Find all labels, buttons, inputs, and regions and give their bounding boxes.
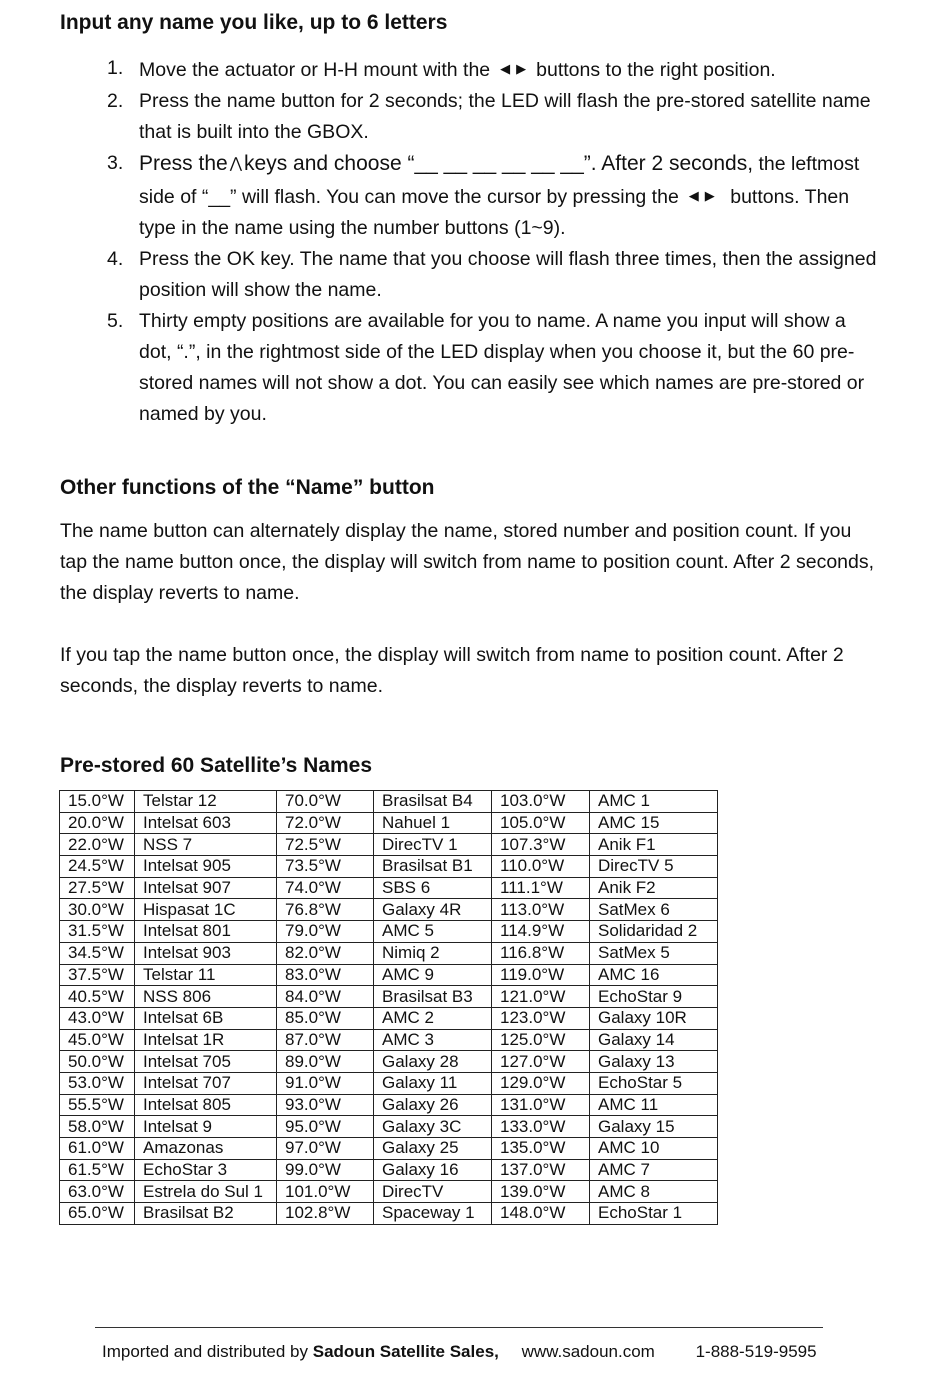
footer-prefix: Imported and distributed by [102,1342,309,1361]
orbital-position-cell: 123.0°W [492,1007,590,1029]
satellite-name-cell: EchoStar 3 [135,1159,277,1181]
table-row [60,1094,718,1116]
orbital-position-cell: 65.0°W [60,1203,135,1225]
step-number: 4. [107,248,124,270]
table-row [60,877,718,899]
satellite-name-cell: Galaxy 28 [374,1051,492,1073]
step-text: buttons. Then type in the name using the number buttons (1~9). [139,186,850,239]
step-item [60,306,880,430]
satellite-name-cell: AMC 2 [374,1007,492,1029]
orbital-position-cell: 15.0°W [60,791,135,813]
step-text: Move the actuator or H-H mount with the [139,59,491,81]
orbital-position-cell: 55.5°W [60,1094,135,1116]
orbital-position-cell: 73.5°W [277,856,374,878]
satellite-name-cell: DirecTV [374,1181,492,1203]
table-row [60,1203,718,1225]
section-title-input-name: Input any name you like, up to 6 letters [60,11,448,34]
orbital-position-cell: 34.5°W [60,942,135,964]
step-text: buttons to the right position. [536,59,776,81]
orbital-position-cell: 24.5°W [60,856,135,878]
satellite-name-cell: Galaxy 11 [374,1072,492,1094]
orbital-position-cell: 113.0°W [492,899,590,921]
orbital-position-cell: 22.0°W [60,834,135,856]
satellite-name-cell: Telstar 11 [135,964,277,986]
orbital-position-cell: 40.5°W [60,986,135,1008]
satellite-name-cell: Galaxy 15 [590,1116,718,1138]
satellite-name-cell: Nahuel 1 [374,812,492,834]
section-title-name-button: Other functions of the “Name” button [60,476,435,499]
satellite-name-cell: Solidaridad 2 [590,921,718,943]
table-row [60,899,718,921]
orbital-position-cell: 50.0°W [60,1051,135,1073]
orbital-position-cell: 131.0°W [492,1094,590,1116]
satellite-name-cell: Anik F2 [590,877,718,899]
satellite-name-cell: EchoStar 9 [590,986,718,1008]
satellite-name-cell: Galaxy 4R [374,899,492,921]
table-row [60,1072,718,1094]
satellite-name-cell: Telstar 12 [135,791,277,813]
footer-website: www.sadoun.com [521,1342,655,1361]
satellite-name-cell: AMC 3 [374,1029,492,1051]
satellite-name-cell: EchoStar 5 [590,1072,718,1094]
instruction-steps [60,53,880,430]
orbital-position-cell: 82.0°W [277,942,374,964]
satellite-name-cell: Intelsat 9 [135,1116,277,1138]
satellite-table-body [60,791,718,1225]
table-row [60,1051,718,1073]
orbital-position-cell: 43.0°W [60,1007,135,1029]
satellite-name-cell: Brasilsat B1 [374,856,492,878]
satellite-name-cell: DirecTV 1 [374,834,492,856]
orbital-position-cell: 121.0°W [492,986,590,1008]
satellite-name-cell: Hispasat 1C [135,899,277,921]
orbital-position-cell: 53.0°W [60,1072,135,1094]
satellite-table [59,790,718,1225]
orbital-position-cell: 30.0°W [60,899,135,921]
orbital-position-cell: 119.0°W [492,964,590,986]
table-row [60,986,718,1008]
satellite-name-cell: Brasilsat B2 [135,1203,277,1225]
section-title-satellite-names: Pre-stored 60 Satellite’s Names [60,754,373,777]
step-text: keys and choose “__ __ __ __ __ __”. After 2 seconds, [244,152,754,175]
step-text: Press the OK key. The name that you choose will flash three times, then the assigned position will show the name. [139,248,877,301]
orbital-position-cell: 84.0°W [277,986,374,1008]
left-right-arrow-icon: ◀▶ [688,188,721,203]
orbital-position-cell: 103.0°W [492,791,590,813]
orbital-position-cell: 116.8°W [492,942,590,964]
up-caret-icon: ⋀ [229,155,243,172]
step-item [60,244,880,306]
satellite-name-cell: AMC 5 [374,921,492,943]
orbital-position-cell: 135.0°W [492,1138,590,1160]
satellite-name-cell: Intelsat 603 [135,812,277,834]
orbital-position-cell: 70.0°W [277,791,374,813]
satellite-name-cell: Nimiq 2 [374,942,492,964]
satellite-name-cell: DirecTV 5 [590,856,718,878]
satellite-name-cell: SatMex 6 [590,899,718,921]
satellite-name-cell: Amazonas [135,1138,277,1160]
table-row [60,812,718,834]
orbital-position-cell: 114.9°W [492,921,590,943]
satellite-name-cell: SBS 6 [374,877,492,899]
footer [102,1342,817,1362]
orbital-position-cell: 95.0°W [277,1116,374,1138]
footer-company: Sadoun Satellite Sales, [312,1342,499,1361]
satellite-name-cell: AMC 7 [590,1159,718,1181]
satellite-name-cell: SatMex 5 [590,942,718,964]
orbital-position-cell: 45.0°W [60,1029,135,1051]
step-number: 5. [107,310,124,332]
orbital-position-cell: 133.0°W [492,1116,590,1138]
satellite-name-cell: Intelsat 1R [135,1029,277,1051]
satellite-name-cell: Intelsat 903 [135,942,277,964]
orbital-position-cell: 91.0°W [277,1072,374,1094]
footer-phone: 1-888-519-9595 [695,1342,817,1361]
satellite-name-cell: AMC 10 [590,1138,718,1160]
satellite-name-cell: AMC 16 [590,964,718,986]
orbital-position-cell: 27.5°W [60,877,135,899]
orbital-position-cell: 76.8°W [277,899,374,921]
orbital-position-cell: 111.1°W [492,877,590,899]
satellite-name-cell: Spaceway 1 [374,1203,492,1225]
table-row [60,921,718,943]
table-row [60,1159,718,1181]
orbital-position-cell: 148.0°W [492,1203,590,1225]
orbital-position-cell: 85.0°W [277,1007,374,1029]
satellite-name-cell: Estrela do Sul 1 [135,1181,277,1203]
table-row [60,856,718,878]
table-row [60,791,718,813]
table-row [60,1029,718,1051]
orbital-position-cell: 101.0°W [277,1181,374,1203]
satellite-name-cell: AMC 9 [374,964,492,986]
satellite-name-cell: Galaxy 16 [374,1159,492,1181]
satellite-name-cell: NSS 806 [135,986,277,1008]
orbital-position-cell: 102.8°W [277,1203,374,1225]
table-row [60,1116,718,1138]
satellite-name-cell: Anik F1 [590,834,718,856]
satellite-name-cell: Galaxy 26 [374,1094,492,1116]
orbital-position-cell: 61.0°W [60,1138,135,1160]
orbital-position-cell: 72.0°W [277,812,374,834]
satellite-name-cell: Intelsat 801 [135,921,277,943]
step-text: Press the [139,152,228,175]
satellite-name-cell: AMC 15 [590,812,718,834]
orbital-position-cell: 31.5°W [60,921,135,943]
satellite-name-cell: AMC 1 [590,791,718,813]
orbital-position-cell: 83.0°W [277,964,374,986]
satellite-name-cell: AMC 8 [590,1181,718,1203]
satellite-name-cell: Galaxy 25 [374,1138,492,1160]
satellite-name-cell: NSS 7 [135,834,277,856]
step-text: the leftmost side of “__” will flash. You can move the cursor by pressing the [139,153,860,208]
satellite-name-cell: Intelsat 905 [135,856,277,878]
orbital-position-cell: 72.5°W [277,834,374,856]
step-item [60,148,880,244]
orbital-position-cell: 61.5°W [60,1159,135,1181]
orbital-position-cell: 105.0°W [492,812,590,834]
footer-divider [95,1327,823,1328]
satellite-name-cell: Brasilsat B3 [374,986,492,1008]
step-number: 3. [107,152,124,174]
step-number: 1. [107,57,124,79]
table-row [60,1181,718,1203]
satellite-name-cell: Intelsat 805 [135,1094,277,1116]
orbital-position-cell: 58.0°W [60,1116,135,1138]
paragraph: The name button can alternately display the name, stored number and position count. If you tap the name button once, the display will switch from name to position count. After 2 seconds, the display reverts to name. [60,520,875,604]
table-row [60,1138,718,1160]
step-item [60,86,880,148]
orbital-position-cell: 110.0°W [492,856,590,878]
satellite-name-cell: Galaxy 13 [590,1051,718,1073]
orbital-position-cell: 99.0°W [277,1159,374,1181]
orbital-position-cell: 137.0°W [492,1159,590,1181]
table-row [60,942,718,964]
step-text: Press the name button for 2 seconds; the LED will flash the pre-stored satellite name that is built into the GBOX. [139,90,871,143]
orbital-position-cell: 127.0°W [492,1051,590,1073]
orbital-position-cell: 63.0°W [60,1181,135,1203]
satellite-name-cell: AMC 11 [590,1094,718,1116]
satellite-name-cell: Galaxy 3C [374,1116,492,1138]
orbital-position-cell: 74.0°W [277,877,374,899]
orbital-position-cell: 79.0°W [277,921,374,943]
satellite-name-cell: Intelsat 6B [135,1007,277,1029]
orbital-position-cell: 107.3°W [492,834,590,856]
satellite-name-cell: Galaxy 10R [590,1007,718,1029]
orbital-position-cell: 125.0°W [492,1029,590,1051]
paragraph: If you tap the name button once, the display will switch from name to position count. After 2 seconds, the display reverts to name. [60,644,844,697]
table-row [60,834,718,856]
satellite-name-cell: Brasilsat B4 [374,791,492,813]
satellite-name-cell: Intelsat 707 [135,1072,277,1094]
step-number: 2. [107,90,124,112]
satellite-name-cell: Intelsat 705 [135,1051,277,1073]
orbital-position-cell: 93.0°W [277,1094,374,1116]
orbital-position-cell: 20.0°W [60,812,135,834]
table-row [60,1007,718,1029]
orbital-position-cell: 89.0°W [277,1051,374,1073]
left-right-arrow-icon: ◀▶ [500,61,533,76]
satellite-name-cell: EchoStar 1 [590,1203,718,1225]
step-text: Thirty empty positions are available for you to name. A name you input will show a dot, “.”, in the rightmost side of the LED display when you choose it, but the 60 pre-stored names will not show a dot. You can easily see which names are pre-stored or named by you. [139,310,865,425]
satellite-name-cell: Intelsat 907 [135,877,277,899]
orbital-position-cell: 37.5°W [60,964,135,986]
orbital-position-cell: 129.0°W [492,1072,590,1094]
orbital-position-cell: 97.0°W [277,1138,374,1160]
orbital-position-cell: 87.0°W [277,1029,374,1051]
table-row [60,964,718,986]
step-item [60,53,880,86]
orbital-position-cell: 139.0°W [492,1181,590,1203]
satellite-name-cell: Galaxy 14 [590,1029,718,1051]
